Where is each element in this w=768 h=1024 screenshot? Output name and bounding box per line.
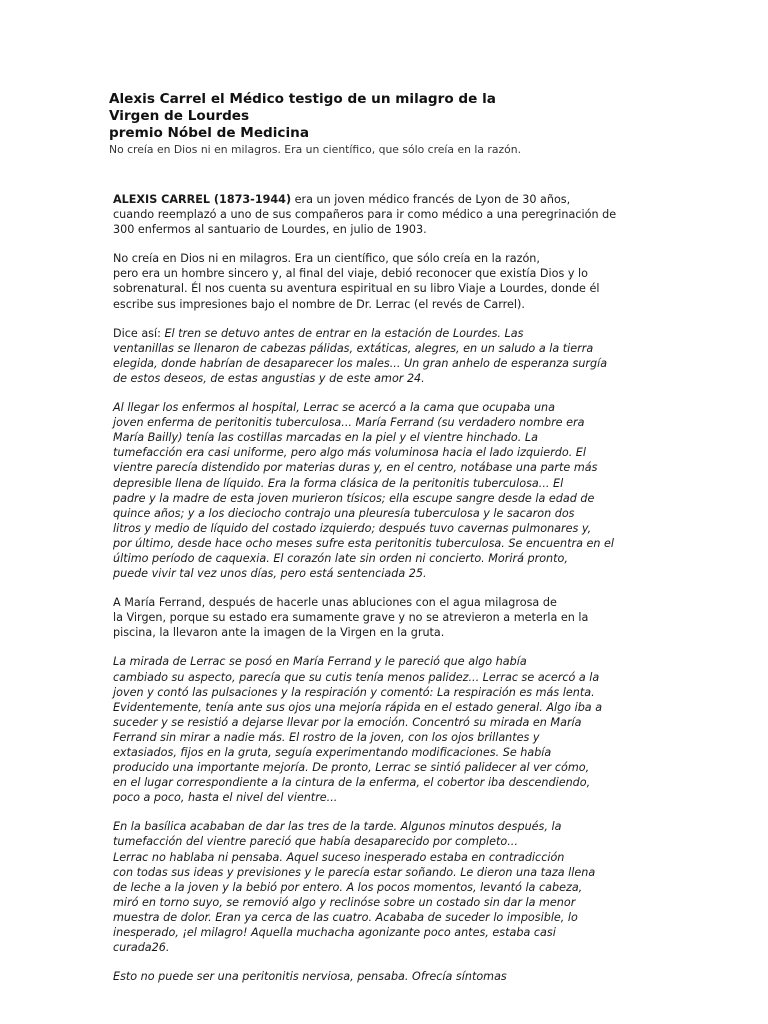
paragraph-6-line: Ferrand sin mirar a nadie más. El rostro de la joven, con los ojos brillantes y [113,730,540,744]
paragraph-7-line: de leche a la joven y la bebió por entero. A los pocos momentos, levantó la cabeza, [113,880,583,894]
paragraph-1-line-1 [113,192,673,207]
paragraph-6-line: poco a poco, hasta el nivel del vientre... [113,791,338,805]
paragraph-8-line: Esto no puede ser una peritonitis nerviosa, pensaba. Ofrecía síntomas [113,970,507,984]
article-body [113,192,673,998]
paragraph-4 [113,400,673,581]
paragraph-1-line-1-rest: era un joven médico francés de Lyon de 30 años, [291,193,571,206]
paragraph-7-line: tumefacción del vientre pareció que había desaparecido por completo... [113,835,518,849]
paragraph-1-line-2: cuando reemplazó a uno de sus compañeros para ir como médico a una peregrinación de [113,208,617,222]
paragraph-4-line: quince años; y a los dieciocho contrajo una pleuresía tuberculosa y le sacaron dos [113,506,575,520]
title-line-1: Alexis Carrel el Médico testigo de un milagro de la [109,91,496,107]
paragraph-3-lead: Dice así: [113,326,165,340]
paragraph-4-line: puede vivir tal vez unos días, pero está sentenciada 25. [113,567,427,581]
paragraph-6-line: suceder y se resistió a dejarse llevar por la emoción. Concentró su mirada en María [113,715,582,729]
paragraph-6-line: en el lugar correspondiente a la cintura de la enferma, el cobertor iba descendiendo, [113,776,591,790]
paragraph-5-line: piscina, la llevaron ante la imagen de la Virgen en la gruta. [113,626,445,640]
paragraph-4-line: María Bailly) tenía las costillas marcadas en la piel y el vientre hinchado. La [113,431,538,445]
title-line-3: premio Nóbel de Medicina [109,125,309,141]
paragraph-6-line: extasiados, fijos en la gruta, seguía experimentando modificaciones. Se había [113,746,552,759]
paragraph-3-line-3: elegida, donde habrían de desaparecer los males... Un gran anhelo de esperanza surgía [113,356,608,370]
paragraph-3-line-1 [113,326,673,341]
paragraph-7-line: En la basílica acababan de dar las tres de la tarde. Algunos minutos después, la [113,820,562,834]
paragraph-2 [113,251,673,311]
paragraph-2-line: escribe sus impresiones bajo el nombre de Dr. Lerrac (el revés de Carrel). [113,297,525,311]
paragraph-4-line: Al llegar los enfermos al hospital, Lerrac se acercó a la cama que ocupaba una [113,401,556,415]
paragraph-4-line: por último, desde hace ocho meses sufre esta peritonitis tuberculosa. Se encuentra en el [113,536,615,550]
paragraph-3-quote-start: El tren se detuvo antes de entrar en la estación de Lourdes. Las [164,326,524,340]
paragraph-5 [113,595,673,640]
paragraph-2-line: sobrenatural. Él nos cuenta su aventura espiritual en su libro Viaje a Lourdes, donde él [113,282,600,296]
paragraph-7-line: curada26. [113,941,170,955]
paragraph-4-line: depresible llena de líquido. Era la forma clásica de la peritonitis tuberculosa... El [113,476,564,490]
paragraph-7-line: Lerrac no hablaba ni pensaba. Aquel suceso inesperado estaba en contradicción [113,850,565,864]
paragraph-6 [113,654,673,805]
paragraph-3-line-2: ventanillas se llenaron de cabezas pálidas, extáticas, alegres, en un saludo a la tierra [113,341,594,355]
bold-name: ALEXIS CARREL (1873-1944) [113,193,292,206]
paragraph-1 [113,192,673,237]
paragraph-4-line: padre y la madre de esta joven murieron tísicos; ella escupe sangre desde la edad de [113,491,595,505]
paragraph-6-line: Evidentemente, tenía ante sus ojos una mejoría rápida en el estado general. Algo iba a [113,700,603,714]
paragraph-2-line: pero era un hombre sincero y, al final del viaje, debió reconocer que existía Dios y lo [113,267,588,281]
paragraph-7-line: miró en torno suyo, se removió algo y reclinóse sobre un costado sin dar la menor [113,895,576,909]
paragraph-4-line: joven enferma de peritonitis tuberculosa... María Ferrand (su verdadero nombre era [113,416,585,430]
paragraph-7-line: con todas sus ideas y previsiones y le parecía estar soñando. Le dieron una taza llena [113,865,596,879]
paragraph-6-line: cambiado su aspecto, parecía que su cutis tenía menos palidez... Lerrac se acercó a la [113,670,600,684]
title-line-2: Virgen de Lourdes [109,108,250,124]
paragraph-4-line: vientre parecía distendido por materias duras y, en el centro, notábase una parte más [113,461,598,475]
paragraph-6-line: joven y contó las pulsaciones y la respiración y comentó: La respiración es más lenta. [113,685,595,699]
paragraph-7-line: muestra de dolor. Eran ya cerca de las cuatro. Acababa de suceder lo imposible, lo [113,910,578,924]
paragraph-3 [113,326,673,386]
paragraph-7-line: inesperado, ¡el milagro! Aquella muchacha agonizante poco antes, estaba casi [113,926,556,940]
paragraph-7 [113,819,673,955]
paragraph-8 [113,969,673,984]
paragraph-6-line: La mirada de Lerrac se posó en María Ferrand y le pareció que algo había [113,655,527,669]
paragraph-6-line: producido una importante mejoría. De pronto, Lerrac se sintió palidecer al ver cómo, [113,761,590,775]
paragraph-3-line-4: de estos deseos, de estas angustias y de este amor 24. [113,371,425,385]
paragraph-2-line: No creía en Dios ni en milagros. Era un científico, que sólo creía en la razón, [113,252,540,266]
article-header [109,91,669,157]
paragraph-4-line: tumefacción era casi uniforme, pero algo más voluminosa hacia el lado izquierdo. El [113,446,586,460]
paragraph-1-line-3: 300 enfermos al santuario de Lourdes, en julio de 1903. [113,223,427,237]
paragraph-4-line: último período de caquexia. El corazón late sin orden ni concierto. Morirá pronto, [113,551,568,565]
subtitle: No creía en Dios ni en milagros. Era un científico, que sólo creía en la razón. [109,143,522,156]
paragraph-5-line: la Virgen, porque su estado era sumamente grave y no se atrevieron a meterla en la [113,611,589,625]
paragraph-4-line: litros y medio de líquido del costado izquierdo; después tuvo cavernas pulmonares y, [113,521,592,535]
paragraph-5-line: A María Ferrand, después de hacerle unas abluciones con el agua milagrosa de [113,596,557,610]
